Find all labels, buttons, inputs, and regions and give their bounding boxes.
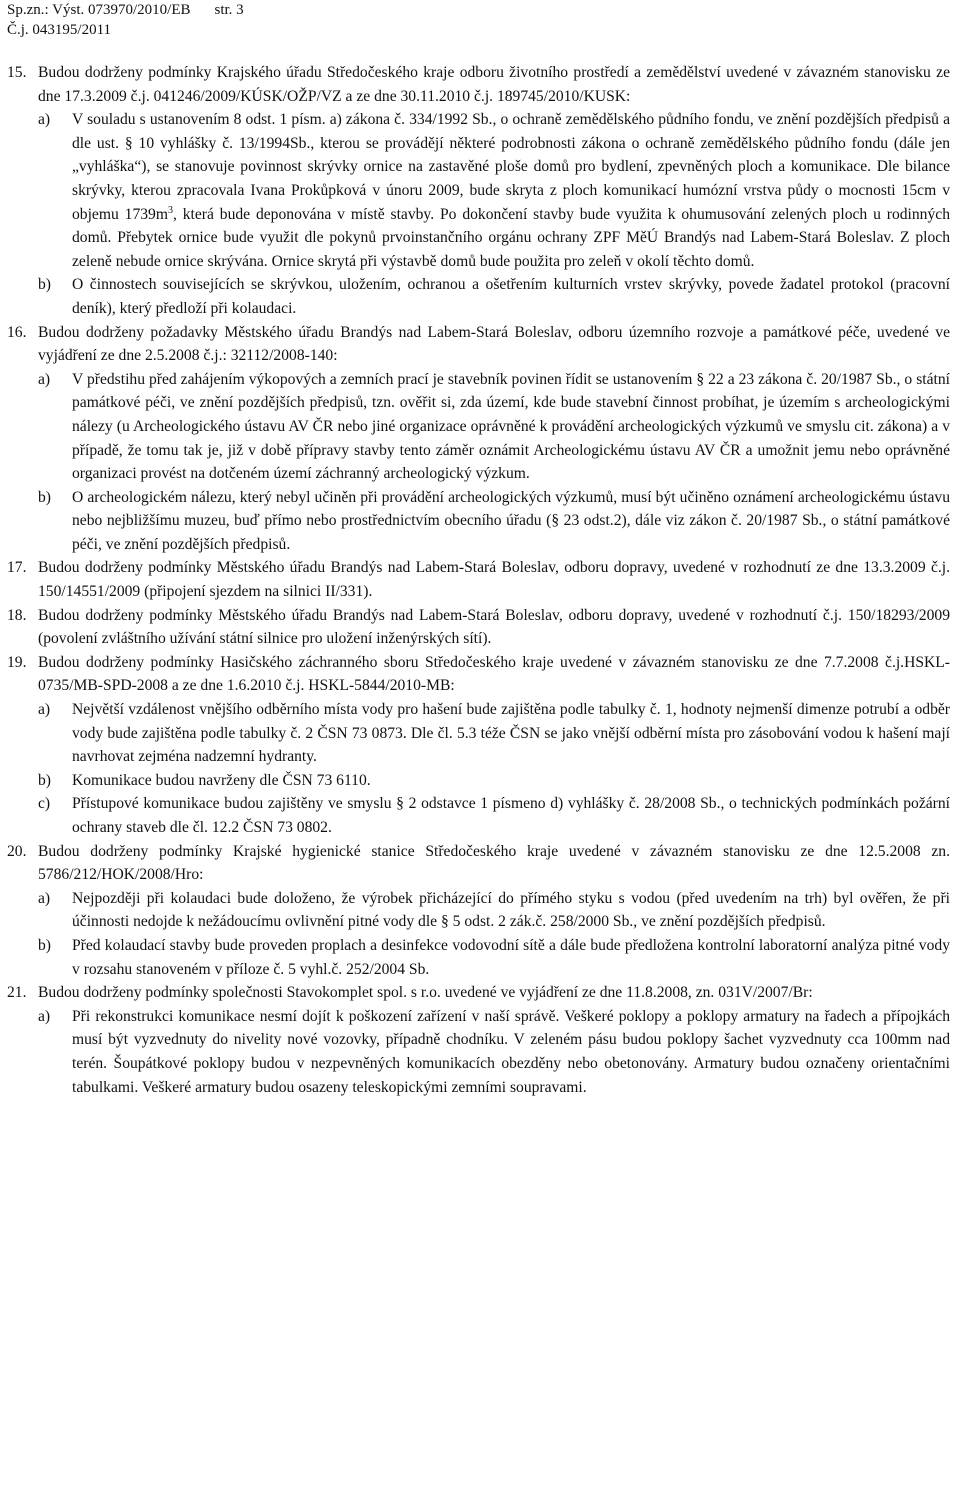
- condition-number: 19.: [7, 653, 27, 671]
- subitem-text-part1: V souladu s ustanovením 8 odst. 1 písm. a) zákona č. 334/1992 Sb., o ochraně zemědělského půdního fondu, ve znění pozdějších předpisů a dle ust. § 10 vyhlášky č. 13/1994Sb., kterou se provádějí některé podrobnosti zákona o ochraně zemědělského půdního fondu (dále jen „vyhláška“), se stanovuje povinnost skrývky ornice na zastavěné ploše domů pro bydlení, zpevněných ploch a komunikace. Dle bilance skrývky, kterou zpracovala Ivana Prokůpková v únoru 2009, bude skryta z ploch komunikací humózní vrstva půdy o mocnosti 15cm v objemu 1739m: [72, 111, 950, 223]
- page-number: str. 3: [214, 2, 244, 18]
- subitem-label: a): [38, 370, 51, 388]
- condition-19-c: [38, 792, 950, 839]
- subitem-text-part2: , která bude deponována v místě stavby. Po dokončení stavby bude využita k ohumusování zelených ploch u rodinných domů. Přebytek ornice bude využit dle pokynů prvoinstančního orgánu ochrany ZPF MěÚ Brandýs nad Labem-Stará Boleslav. Z ploch zeleně nebude ornice skrývána. Ornice skrytá při výstavbě domů bude použita pro zeleň v okolí těchto domů.: [72, 205, 950, 270]
- case-number: Č.j. 043195/2011: [7, 22, 112, 38]
- condition-text: Budou dodrženy podmínky Městského úřadu Brandýs nad Labem-Stará Boleslav, odboru dopravy, uvedené v rozhodnutí ze dne 13.3.2009 č.j. 150/14551/2009 (připojení sjezdem na silnici II/331).: [38, 559, 950, 601]
- condition-text: Budou dodrženy podmínky Hasičského záchranného sboru Středočeského kraje uvedené v závazném stanovisku ze dne 7.7.2008 č.j.HSKL-0735/MB-SPD-2008 a ze dne 1.6.2010 č.j. HSKL-5844/2010-MB:: [38, 653, 950, 695]
- condition-17: [7, 556, 950, 603]
- condition-number: 21.: [7, 984, 27, 1002]
- condition-16: [7, 321, 950, 557]
- subitem-label: b): [38, 936, 51, 954]
- condition-20: [7, 840, 950, 982]
- cubic-superscript: 3: [167, 204, 173, 216]
- condition-number: 15.: [7, 64, 27, 81]
- subitem-label: a): [38, 111, 51, 129]
- condition-text: Budou dodrženy podmínky společnosti Stavokomplet spol. s r.o. uvedené ve vyjádření ze dne 11.8.2008, zn. 031V/2007/Br:: [38, 984, 813, 1002]
- header-row-1: [7, 0, 244, 20]
- subitem-label: a): [38, 701, 51, 719]
- condition-15: [7, 61, 950, 321]
- condition-21-a: [38, 1005, 950, 1099]
- subitem-label: b): [38, 488, 51, 506]
- condition-text: Budou dodrženy podmínky Městského úřadu Brandýs nad Labem-Stará Boleslav, odboru dopravy, uvedené v rozhodnutí č.j. 150/18293/2009 (povolení zvláštního užívání státní silnice pro uložení inženýrských sítí).: [38, 606, 950, 648]
- document-body: [7, 61, 950, 1099]
- condition-number: 18.: [7, 606, 27, 624]
- condition-text: Budou dodrženy podmínky Krajské hygienické stanice Středočeského kraje uvedené v závazném stanovisku ze dne 12.5.2008 zn. 5786/212/HOK/2008/Hro:: [38, 842, 950, 884]
- subitem-text: Přístupové komunikace budou zajištěny ve smyslu § 2 odstavce 1 písmeno d) vyhlášky č. 28/2008 Sb., o technických podmínkách požární ochrany staveb dle čl. 12.2 ČSN 73 0802.: [72, 795, 950, 836]
- subitem-text: O archeologickém nálezu, který nebyl učiněn při provádění archeologických výzkumů, musí být učiněno oznámení archeologickému ústavu nebo nejbližšímu muzeu, buď přímo nebo prostřednictvím obecního úřadu (§ 23 odst.2), dále viz zákon č. 20/1987 Sb., o státní památkové péči, ve znění pozdějších předpisů.: [72, 488, 950, 553]
- subitem-label: b): [38, 276, 51, 294]
- subitem-text: Při rekonstrukci komunikace nesmí dojít k poškození zařízení v naší správě. Veškeré poklopy a poklopy armatury na řadech a přípojkách musí být vyzvednuty do nivelity nové vozovky, případně chodníku. V zeleném pásu budou poklopy šachet vyzvednuty cca 100mm nad terén. Šoupátkové poklopy budou v nezpevněných komunikacích obezděny nebo obetonovány. Armatury budou označeny orientačními tabulkami. Veškeré armatury budou osazeny teleskopickými zemními soupravami.: [72, 1007, 950, 1096]
- condition-text: Budou dodrženy požadavky Městského úřadu Brandýs nad Labem-Stará Boleslav, odboru územního rozvoje a památkové péče, uvedené ve vyjádření ze dne 2.5.2008 č.j.: 32112/2008-140:: [38, 323, 950, 365]
- subitem-text: O činnostech souvisejících se skrývkou, uložením, ochranou a ošetřením kulturních vrstev skrývky, povede žadatel protokol (pracovní deník), který předloží při kolaudaci.: [72, 276, 950, 317]
- condition-number: 20.: [7, 842, 27, 860]
- condition-number: 17.: [7, 559, 27, 577]
- condition-number: 16.: [7, 323, 27, 341]
- file-reference: Sp.zn.: Výst. 073970/2010/EB: [7, 2, 191, 18]
- subitem-text: V předstihu před zahájením výkopových a zemních prací je stavebník povinen řídit se ustanovením § 22 a 23 zákona č. 20/1987 Sb., o státní památkové péči, ve znění pozdějších předpisů, tzn. ověřit si, zda území, kde bude stavební činnost probíhat, je územím s archeologickými nálezy (u Archeologického ústavu AV ČR nebo jiné organizace oprávněné k provádění archeologických výzkumů ve smyslu cit. zákona) a v případě, že tomu tak je, již v době přípravy stavby tento záměr oznámit Archeologickému ústavu AV ČR a umožnit jemu nebo oprávněné organizaci provést na dotčeném území záchranný archeologický výzkum.: [72, 370, 950, 483]
- subitem-text: Nejpozději při kolaudaci bude doloženo, že výrobek přicházející do přímého styku s vodou (před uvedením na trh) byl ověřen, že při účinnosti nedojde k nežádoucímu ovlivnění pitné vody dle § 5 odst. 2 zák.č. 258/2000 Sb., ve znění pozdějších předpisů.: [72, 889, 950, 931]
- header-row-2: [7, 20, 244, 40]
- subitem-text: Před kolaudací stavby bude proveden proplach a desinfekce vodovodní sítě a dále bude předložena kontrolní laboratorní analýza pitné vody v rozsahu stanoveném v příloze č. 5 vyhl.č. 252/2004 Sb.: [72, 936, 950, 978]
- subitem-text: [72, 108, 950, 273]
- page-header: [7, 0, 244, 40]
- condition-text: Budou dodrženy podmínky Krajského úřadu Středočeského kraje odboru životního prostředí a zemědělství uvedené v závazném stanovisku ze dne 17.3.2009 č.j. 041246/2009/KÚSK/OŽP/VZ a ze dne 30.11.2010 č.j. 189745/2010/KUSK:: [38, 64, 950, 105]
- subitem-label: a): [38, 889, 51, 907]
- condition-19-a: [38, 698, 950, 769]
- condition-19-b: [38, 769, 950, 793]
- subitem-text: Největší vzdálenost vnějšího odběrního místa vody pro hašení bude zajištěna podle tabulky č. 1, hodnoty nejmenší dimenze potrubí a odběr vody bude zajištěna podle tabulky č. 2 ČSN 73 0873. Dle čl. 5.3 téže ČSN se jako vnější odběrní místa pro zásobování vodou k hašení mají navrhovat zejména nadzemní hydranty.: [72, 701, 950, 766]
- subitem-text: Komunikace budou navrženy dle ČSN 73 6110.: [72, 771, 371, 789]
- subitem-label: a): [38, 1007, 51, 1025]
- condition-18: [7, 604, 950, 651]
- subitem-label: b): [38, 771, 51, 789]
- condition-16-b: [38, 486, 950, 557]
- condition-19: [7, 651, 950, 840]
- condition-21: [7, 981, 950, 1099]
- condition-15-a: [38, 108, 950, 273]
- condition-20-b: [38, 934, 950, 981]
- condition-20-a: [38, 887, 950, 934]
- condition-15-b: [38, 273, 950, 320]
- subitem-label: c): [38, 795, 51, 813]
- condition-16-a: [38, 368, 950, 486]
